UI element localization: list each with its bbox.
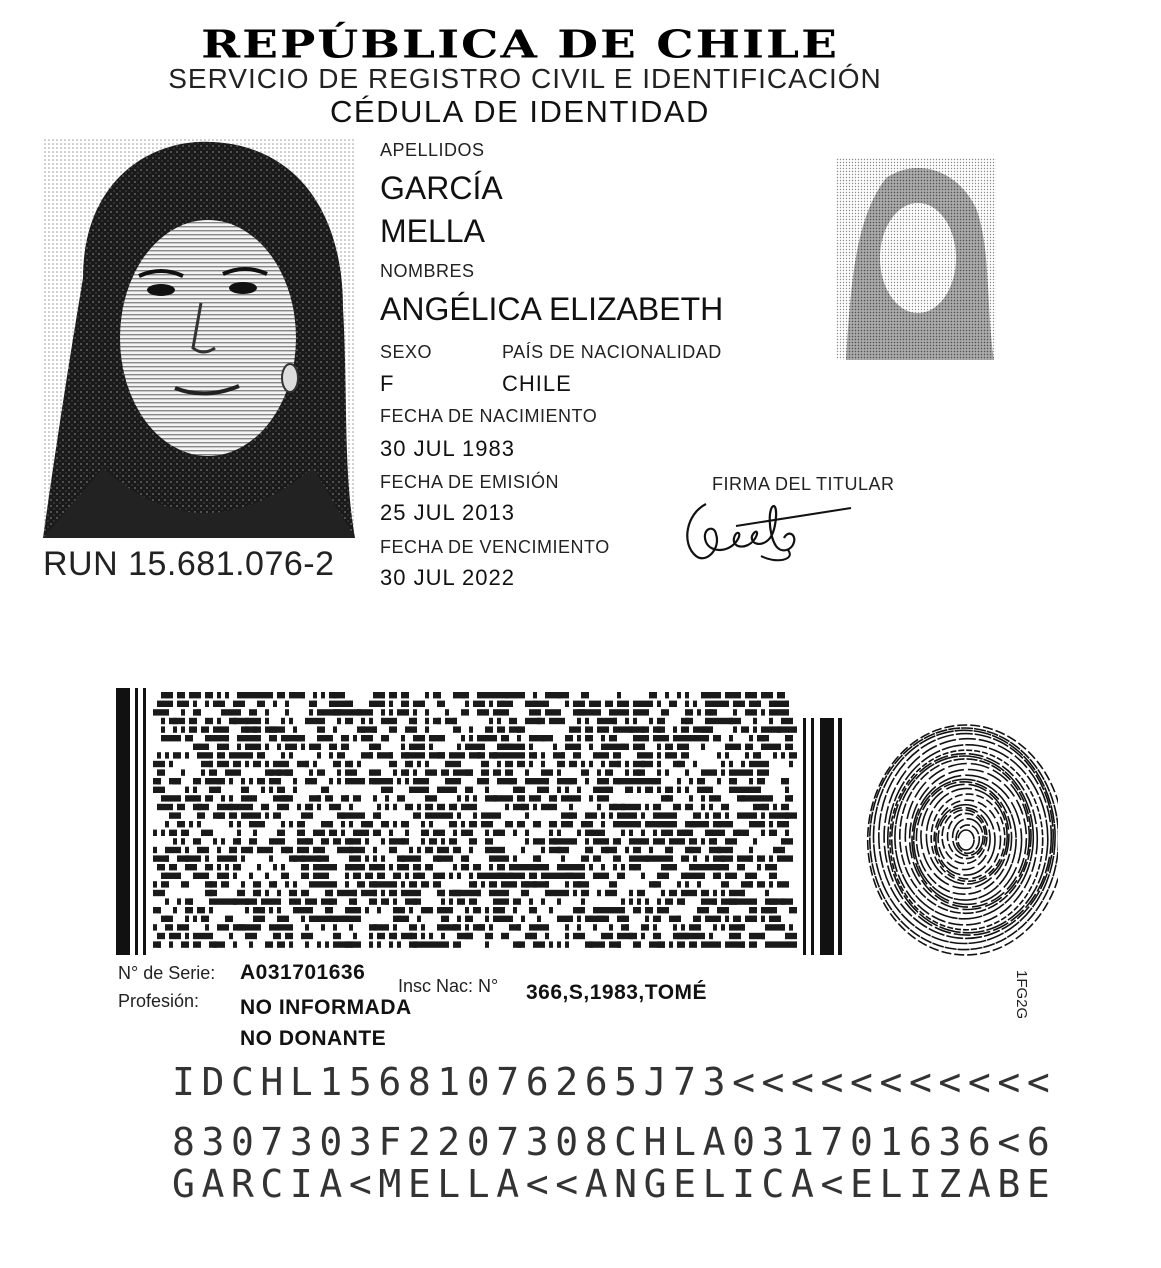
- nombres-label: NOMBRES: [380, 261, 475, 281]
- nationality-value: CHILE: [502, 371, 572, 396]
- nacionalidad-label: PAÍS DE NACIONALIDAD: [502, 342, 722, 362]
- pdf417-barcode: [113, 688, 846, 955]
- document-type: CÉDULA DE IDENTIDAD: [330, 94, 710, 129]
- card-title: REPÚBLICA DE CHILE: [201, 22, 839, 68]
- side-code: 1FG2G: [1013, 970, 1030, 1020]
- apellidos-label: APELLIDOS: [380, 140, 485, 160]
- sexo-label: SEXO: [380, 342, 433, 362]
- ghost-photo: [836, 158, 996, 360]
- mrz-line-3: GARCIA<MELLA<<ANGELICA<ELIZABE: [172, 1162, 1057, 1206]
- expiry-date: 30 JUL 2022: [380, 565, 515, 590]
- issue-date: 25 JUL 2013: [380, 500, 515, 525]
- serial-label: N° de Serie:: [118, 963, 216, 983]
- sex-value: F: [380, 371, 395, 396]
- fingerprint-image: [858, 718, 1058, 958]
- birth-date: 30 JUL 1983: [380, 436, 515, 461]
- expiry-date-label: FECHA DE VENCIMIENTO: [380, 537, 610, 557]
- birth-date-label: FECHA DE NACIMIENTO: [380, 406, 598, 426]
- signature-label: FIRMA DEL TITULAR: [712, 474, 895, 494]
- registration-value: 366,S,1983,TOMÉ: [526, 981, 708, 1004]
- donor-status: NO DONANTE: [240, 1027, 387, 1050]
- run-number: RUN 15.681.076-2: [43, 545, 335, 583]
- profession-label: Profesión:: [118, 991, 200, 1011]
- issue-date-label: FECHA DE EMISIÓN: [380, 472, 560, 492]
- profession-value: NO INFORMADA: [240, 996, 412, 1019]
- given-names: ANGÉLICA ELIZABETH: [380, 291, 724, 327]
- surname-2: MELLA: [380, 213, 485, 249]
- registration-label: Insc Nac: N°: [398, 976, 499, 996]
- serial-number: A031701636: [240, 961, 366, 984]
- surname-1: GARCÍA: [380, 170, 503, 206]
- mrz-line-2: 8307303F2207308CHLA031701636<6: [172, 1120, 1057, 1164]
- mrz-line-1: IDCHL15681076265J73<<<<<<<<<<<: [172, 1060, 1057, 1104]
- holder-signature: [676, 494, 856, 574]
- holder-photo: [43, 138, 355, 538]
- issuing-service: SERVICIO DE REGISTRO CIVIL E IDENTIFICACIÓN: [168, 63, 882, 94]
